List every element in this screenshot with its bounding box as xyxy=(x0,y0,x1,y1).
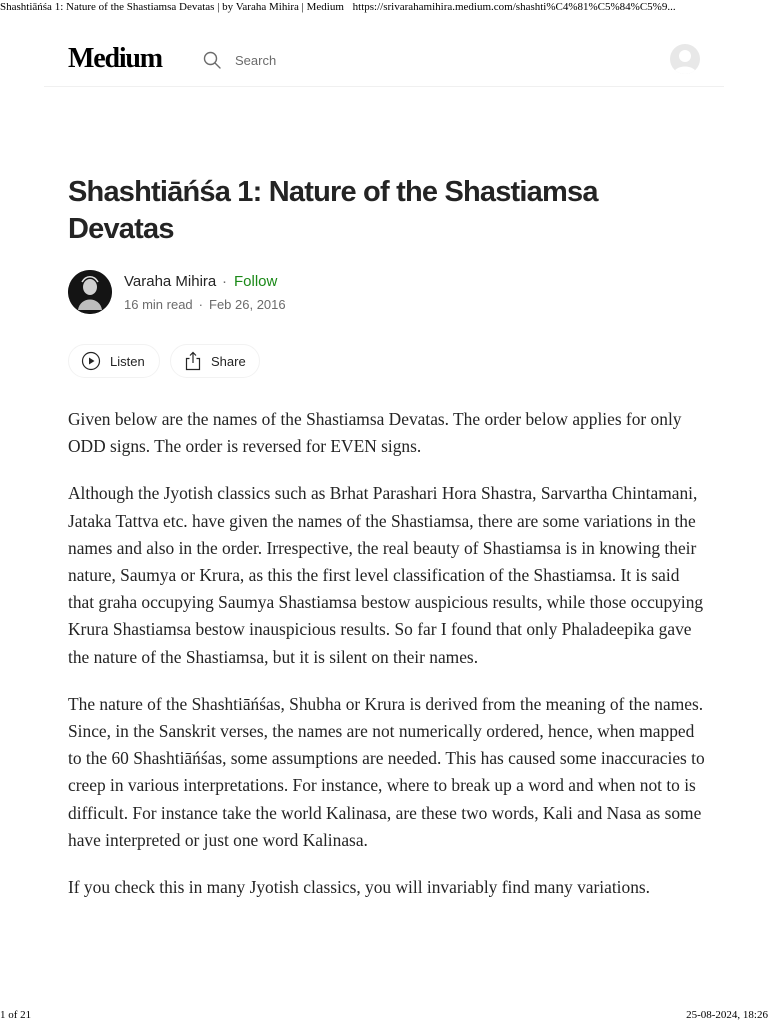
print-header-url: https://srivarahamihira.medium.com/shashti%C4%81%C5%84%C5%9... xyxy=(352,1,676,13)
print-page-number: 1 of 21 xyxy=(0,1009,32,1021)
search-input[interactable]: Search xyxy=(235,52,277,68)
user-avatar-icon[interactable] xyxy=(670,44,700,74)
author-avatar[interactable] xyxy=(68,270,112,314)
paragraph: If you check this in many Jyotish classics, you will invariably find many variations. xyxy=(68,877,651,898)
share-icon xyxy=(184,351,211,371)
article-meta xyxy=(124,297,286,312)
listen-button[interactable] xyxy=(68,344,160,378)
listen-label: Listen xyxy=(110,353,145,369)
publish-date: Feb 26, 2016 xyxy=(209,297,286,312)
medium-logo[interactable]: Medium xyxy=(68,43,162,74)
separator-dot: · xyxy=(222,273,227,290)
article-title: Shashtiāńśa 1: Nature of the Shastiamsa Devatas xyxy=(68,176,598,245)
play-icon xyxy=(81,351,110,371)
search-icon[interactable] xyxy=(202,50,222,70)
search-box[interactable] xyxy=(202,48,276,72)
share-button[interactable] xyxy=(170,344,260,378)
print-header-title: Shashtiāńśa 1: Nature of the Shastiamsa Devatas | by Varaha Mihira | Medium xyxy=(0,1,344,13)
print-header xyxy=(0,0,768,14)
paragraph: Given below are the names of the Shastiamsa Devatas. The order below applies for only ODD signs. The order is reversed for EVEN signs. xyxy=(68,409,682,457)
share-label: Share xyxy=(211,353,246,369)
follow-button[interactable]: Follow xyxy=(234,273,278,290)
paragraph: The nature of the Shashtiāńśas, Shubha or Krura is derived from the meaning of the names. Since, in the Sanskrit verses, the names are not numerically ordered, hence, when mapped to the 60 Shashtiāńśas, some assumptions are needed. This has caused some inaccuracies to creep in various interpretations. For instance, where to break up a word and when not to is difficult. For instance take the world Kalinasa, are these two words, Kali and Nasa as some have interpreted or just one word Kalinasa. xyxy=(68,693,705,850)
separator-dot: · xyxy=(198,297,203,312)
paragraph: Although the Jyotish classics such as Brhat Parashari Hora Shastra, Sarvartha Chintamani, Jataka Tattva etc. have given the names of the Shastiamsa, there are some variations in the names and also in the order. Irrespective, the real beauty of Shastiamsa is in knowing their nature, Saumya or Krura, as this the first level classification of the Shastiamsa. It is said that graha occupying Saumya Shastiamsa bestow auspicious results, while those occupying Krura Shastiamsa bestow inauspicious results. So far I found that only Phaladeepika gave the nature of the Shastiamsa, but it is silent on their names. xyxy=(68,483,704,667)
author-name[interactable]: Varaha Mihira xyxy=(124,273,217,290)
top-navigation-bar xyxy=(44,38,724,87)
print-datetime: 25-08-2024, 18:26 xyxy=(686,1009,768,1021)
read-time: 16 min read xyxy=(124,297,193,312)
article-body xyxy=(68,406,708,921)
